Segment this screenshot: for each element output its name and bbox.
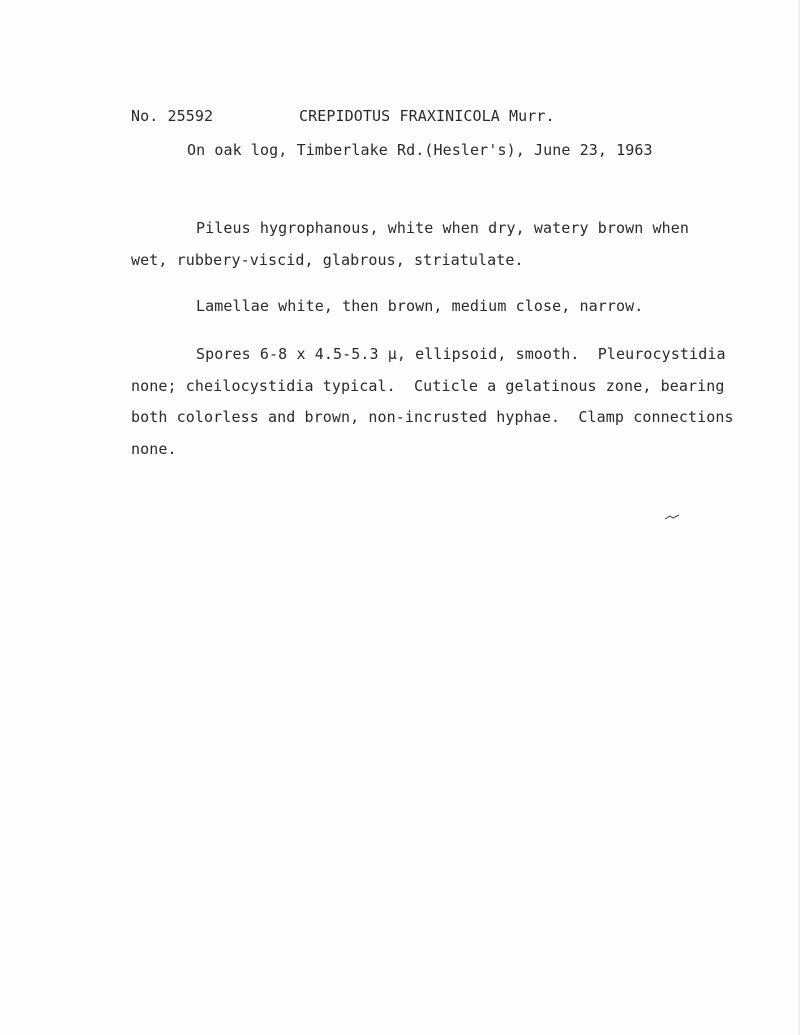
specimen-number: No. 25592 [131,107,214,125]
ink-smudge [664,514,680,520]
microscopy-line: Spores 6-8 x 4.5-5.3 µ, ellipsoid, smooth. Pleurocystidia [196,345,726,363]
microscopy-line: none. [131,440,177,458]
pileus-line: wet, rubbery-viscid, glabrous, striatulate. [131,251,524,269]
collection-info: On oak log, Timberlake Rd.(Hesler's), June 23, 1963 [187,141,653,159]
lamellae-line: Lamellae white, then brown, medium close, narrow. [196,297,644,315]
microscopy-line: none; cheilocystidia typical. Cuticle a gelatinous zone, bearing [131,377,725,395]
pileus-line: Pileus hygrophanous, white when dry, watery brown when [196,219,690,237]
microscopy-line: both colorless and brown, non-incrusted hyphae. Clamp connections [131,408,734,426]
taxon-name: CREPIDOTUS FRAXINICOLA Murr. [299,107,555,125]
